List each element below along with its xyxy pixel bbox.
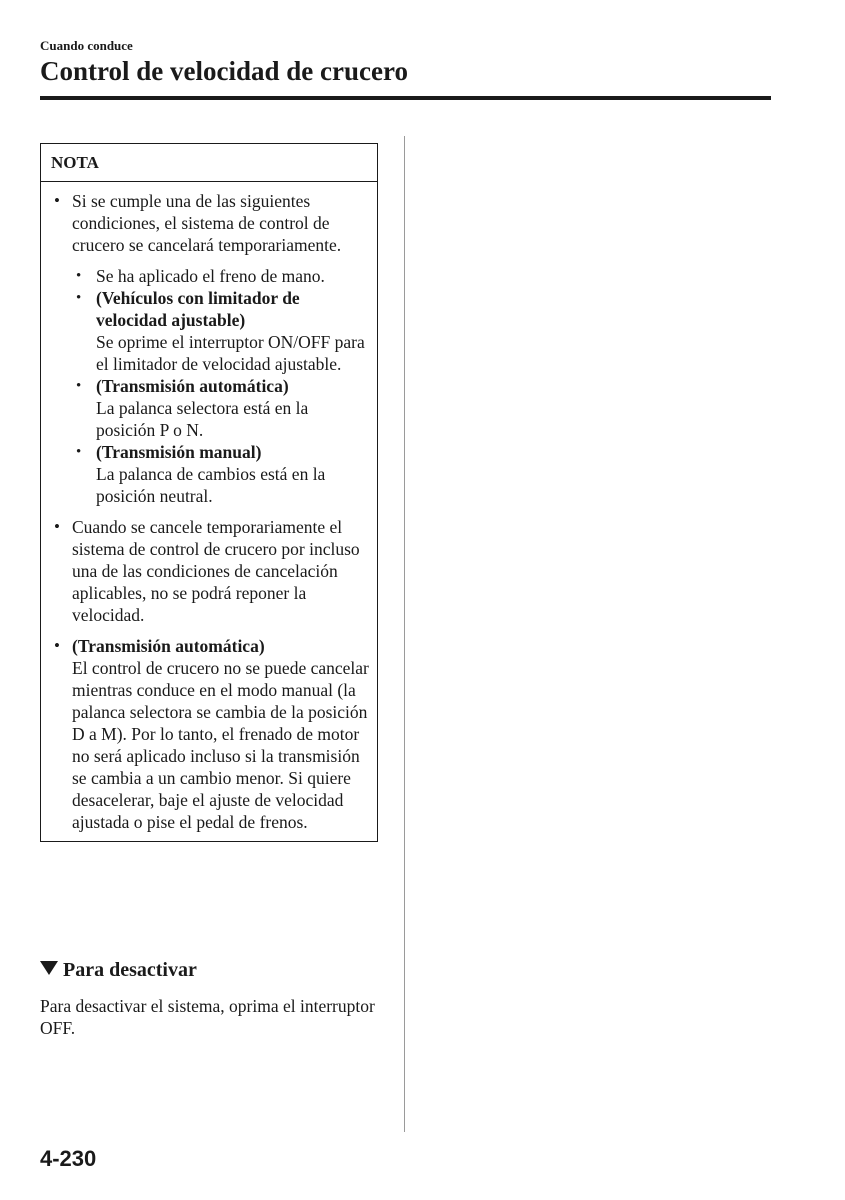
condition-text: Se ha aplicado el freno de mano. bbox=[96, 266, 325, 286]
section-label: Cuando conduce bbox=[40, 38, 133, 53]
bullet-icon: • bbox=[54, 636, 60, 655]
condition-title: (Transmisión automática) bbox=[96, 376, 289, 396]
condition-text: Se oprime el interruptor ON/OFF para el limitador de velocidad ajustable. bbox=[96, 332, 365, 374]
page-number: 4-230 bbox=[40, 1146, 97, 1171]
note-bullet-temporary-cancel bbox=[52, 516, 371, 626]
title-rule bbox=[40, 96, 771, 100]
triangle-down-icon bbox=[40, 961, 58, 975]
subsection-body: Para desactivar el sistema, oprima el interruptor OFF. bbox=[40, 996, 375, 1038]
note-body bbox=[41, 182, 377, 841]
column-divider bbox=[404, 136, 405, 1132]
condition-list bbox=[72, 265, 371, 507]
note-bullet-text: Si se cumple una de las siguientes condiciones, el sistema de control de crucero se cancelará temporariamente. bbox=[72, 191, 342, 255]
bullet-icon: • bbox=[54, 191, 60, 210]
condition-title: (Transmisión manual) bbox=[96, 442, 262, 462]
sub-bullet-icon: • bbox=[76, 378, 82, 394]
condition-text: La palanca selectora está en la posición P o N. bbox=[96, 398, 309, 440]
note-box bbox=[40, 143, 378, 842]
note-bullet-cancel-conditions bbox=[52, 190, 371, 507]
condition-item bbox=[74, 287, 371, 375]
sub-bullet-icon: • bbox=[76, 290, 82, 306]
condition-title: (Vehículos con limitador de velocidad ajustable) bbox=[96, 288, 300, 330]
condition-item bbox=[74, 375, 371, 441]
page-title: Control de velocidad de crucero bbox=[40, 56, 408, 86]
condition-text: La palanca de cambios está en la posición neutral. bbox=[96, 464, 326, 506]
note-heading: NOTA bbox=[41, 144, 377, 182]
sub-bullet-icon: • bbox=[76, 444, 82, 460]
bullet-icon: • bbox=[54, 517, 60, 536]
condition-item bbox=[74, 441, 371, 507]
note-bullet-text: El control de crucero no se puede cancelar mientras conduce en el modo manual (la palanca selectora se cambia de la posición D a M). Por lo tanto, el frenado de motor no será aplicado incluso si la transmisión se cambia a un cambio menor. Si quiere desacelerar, baje el ajuste de velocidad ajustada o pise el pedal de frenos. bbox=[72, 658, 369, 832]
note-bullet-automatic-transmission bbox=[52, 635, 371, 833]
subsection-heading bbox=[40, 957, 197, 983]
condition-item bbox=[74, 265, 371, 287]
note-bullet-title: (Transmisión automática) bbox=[72, 636, 265, 656]
note-bullet-text: Cuando se cancele temporariamente el sistema de control de crucero por incluso una de las condiciones de cancelación aplicables, no se podrá reponer la velocidad. bbox=[72, 517, 360, 625]
subsection-heading-text: Para desactivar bbox=[63, 959, 197, 981]
sub-bullet-icon: • bbox=[76, 268, 82, 284]
